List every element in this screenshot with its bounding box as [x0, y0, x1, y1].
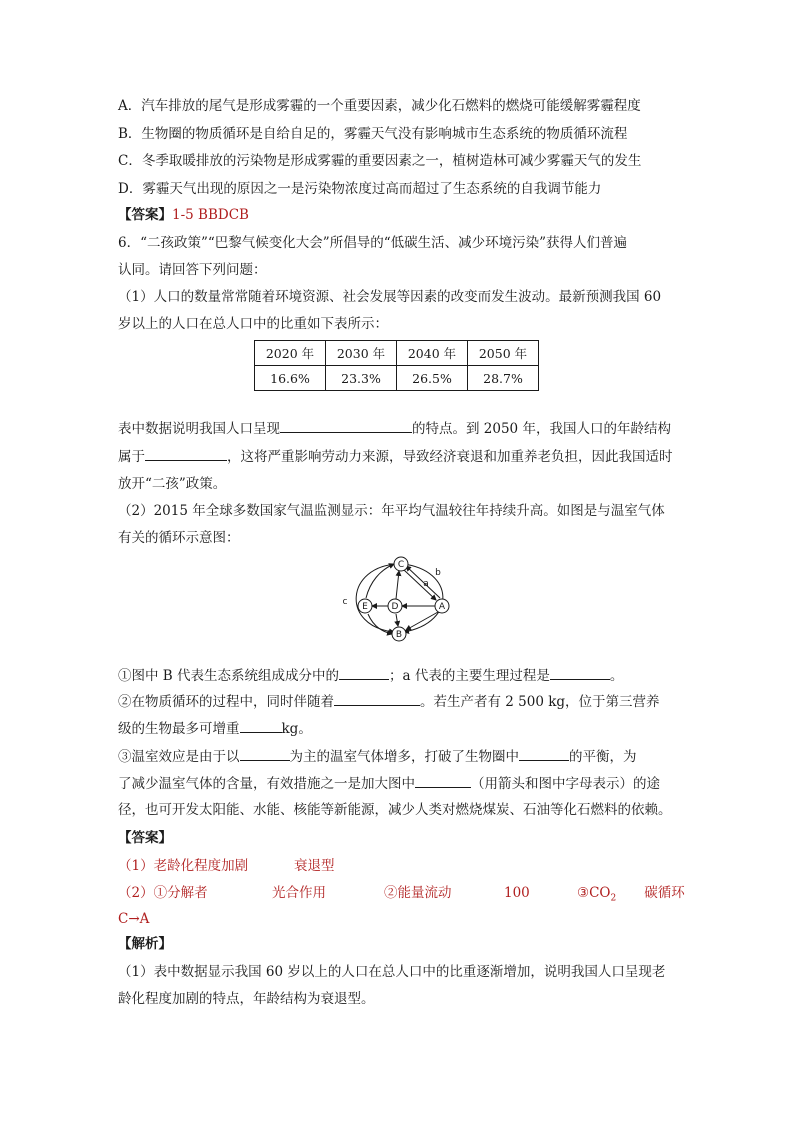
- node-label-e: E: [362, 602, 368, 612]
- q6-part1-after2: 属于 ，这将严重影响劳动力来源，导致经济衰退和加重养老负担，因此我国适时: [118, 446, 673, 467]
- answer-blank[interactable]: [240, 746, 290, 761]
- q6-sub3-line2: 了减少温室气体的含量，有效措施之一是加大图中 （用箭头和图中字母表示）的途: [118, 773, 660, 794]
- node-label-b: B: [395, 630, 403, 640]
- node-label-c: C: [397, 560, 405, 570]
- analysis-line2: 龄化程度加剧的特点，年龄结构为衰退型。: [118, 991, 375, 1007]
- q6-part1-line1: （1）人口的数量常常随着环境资源、社会发展等因素的改变而发生波动。最新预测我国 60: [118, 289, 662, 305]
- q6-part2-line1: （2）2015 年全球多数国家气温监测显示：年平均气温较往年持续升高。如图是与温室气体: [118, 503, 665, 519]
- q6-intro-line2: 认同。请回答下列问题：: [118, 262, 267, 278]
- edge-label-a: a: [423, 579, 429, 589]
- q6-part1-after3: 放开“二孩”政策。: [118, 476, 227, 492]
- answer-blank[interactable]: [280, 418, 412, 433]
- answer-blank[interactable]: [240, 718, 282, 733]
- answer-blank[interactable]: [519, 746, 569, 761]
- year-cell: 2030 年: [326, 341, 397, 366]
- analysis-label: 【解析】: [118, 936, 172, 952]
- answer-blank[interactable]: [334, 691, 420, 706]
- q6-sub2-line2: 级的生物最多可增重 kg。: [118, 718, 312, 739]
- answer2-label: 【答案】: [118, 830, 172, 846]
- q6-sub1: ①图中 B 代表生态系统组成成分中的 ；a 代表的主要生理过程是 。: [118, 665, 623, 686]
- table-row-values: [255, 366, 539, 391]
- answer-blank[interactable]: [415, 773, 471, 788]
- q6-part1-after1: 表中数据说明我国人口呈现 的特点。到 2050 年，我国人口的年龄结构: [118, 418, 671, 439]
- value-cell: 23.3%: [326, 366, 397, 391]
- q6-part2-line2: 有关的循环示意图：: [118, 530, 240, 546]
- answer-label: 【答案】: [118, 207, 172, 223]
- table-row-years: [255, 341, 539, 366]
- q6-intro-line1: 6．“二孩政策”“巴黎气候变化大会”所倡导的“低碳生活、减少环境污染”获得人们普遍: [118, 235, 627, 251]
- value-cell: 26.5%: [397, 366, 468, 391]
- value-cell: 28.7%: [468, 366, 539, 391]
- answer-text: 1-5 BBDCB: [172, 207, 249, 223]
- node-label-d: D: [391, 602, 399, 612]
- option-c: C．冬季取暖排放的污染物是形成雾霾的重要因素之一，植树造林可减少雾霾天气的发生: [118, 153, 642, 169]
- arrow-e-to-c: [366, 564, 394, 598]
- answer-blank[interactable]: [339, 665, 389, 680]
- population-table: [254, 340, 539, 391]
- q6-part1-line2: 岁以上的人口在总人口中的比重如下表所示：: [118, 316, 388, 332]
- year-cell: 2050 年: [468, 341, 539, 366]
- option-a: A．汽车排放的尾气是形成雾霾的一个重要因素，减少化石燃料的燃烧可能缓解雾霾程度: [118, 98, 641, 114]
- option-d: D．雾霾天气出现的原因之一是污染物浓度过高而超过了生态系统的自我调节能力: [118, 181, 602, 197]
- edge-label-c: c: [342, 597, 348, 607]
- answer-1-5: [118, 205, 249, 225]
- q6-sub3-line3: 径，也可开发太阳能、水能、核能等新能源，减少人类对燃烧煤炭、石油等化石燃料的依赖。: [118, 802, 672, 818]
- arrow-d-to-c: [396, 571, 399, 599]
- carbon-cycle-diagram: [336, 548, 460, 644]
- analysis-line1: （1）表中数据显示我国 60 岁以上的人口在总人口中的比重逐渐增加，说明我国人口呈现老: [118, 964, 666, 980]
- answer-blank[interactable]: [550, 665, 610, 680]
- arrow-a-to-b: [406, 612, 438, 630]
- arrow-c-to-b-outer: [356, 564, 398, 632]
- answer2-row3: C→A: [118, 911, 150, 927]
- node-label-a: A: [438, 602, 446, 612]
- arrow-d-to-b: [396, 614, 398, 626]
- year-cell: 2020 年: [255, 341, 326, 366]
- option-b: B．生物圈的物质循环是自给自足的，雾霾天气没有影响城市生态系统的物质循环流程: [118, 126, 628, 142]
- edge-label-b: b: [435, 568, 441, 578]
- year-cell: 2040 年: [397, 341, 468, 366]
- answer-blank[interactable]: [145, 446, 227, 461]
- value-cell: 16.6%: [255, 366, 326, 391]
- q6-sub2-line1: ②在物质循环的过程中，同时伴随着 。若生产者有 2 500 kg，位于第三营养: [118, 691, 660, 712]
- q6-sub3-line1: ③温室效应是由于以 为主的温室气体增多，打破了生物圈中 的平衡，为: [118, 746, 637, 767]
- answer2-row1: （1）老龄化程度加剧 衰退型: [118, 858, 335, 874]
- answer2-row2: （2）①分解者 光合作用 ②能量流动 100 $③CO_2$ 碳循环: [118, 885, 685, 904]
